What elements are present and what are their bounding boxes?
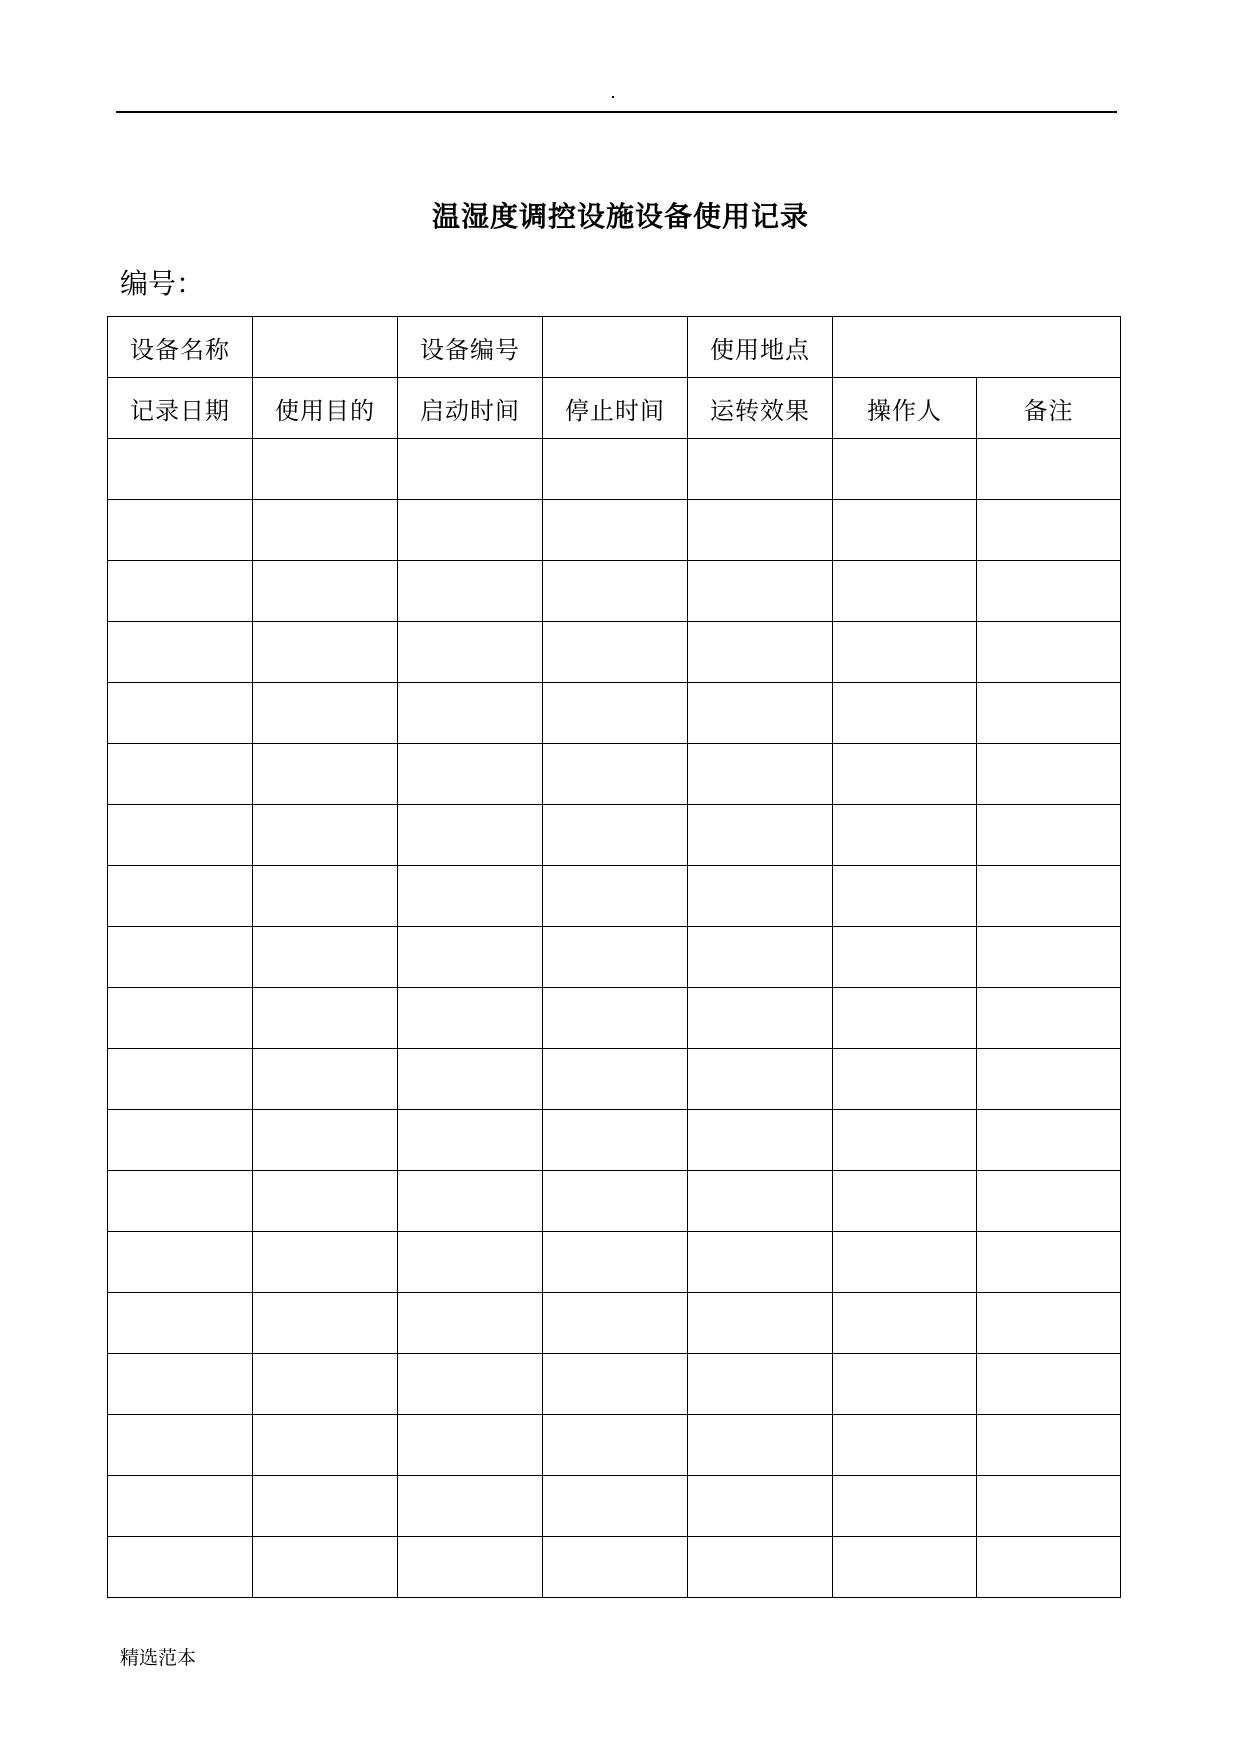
table-row [108,1537,1121,1598]
table-row [108,500,1121,561]
column-header-row [108,378,1121,439]
table-cell[interactable] [977,1415,1121,1476]
table-cell[interactable] [977,561,1121,622]
table-cell[interactable] [398,1293,543,1354]
table-cell[interactable] [398,988,543,1049]
table-cell[interactable] [833,866,977,927]
table-cell[interactable] [688,1049,833,1110]
table-cell[interactable] [977,866,1121,927]
table-cell[interactable] [977,1049,1121,1110]
table-cell[interactable] [833,1537,977,1598]
table-cell[interactable] [108,1476,253,1537]
table-cell[interactable] [543,1415,688,1476]
table-cell[interactable] [108,439,253,500]
table-cell[interactable] [977,1110,1121,1171]
device-number-field[interactable] [543,317,688,378]
table-cell[interactable] [398,1476,543,1537]
table-row [108,622,1121,683]
table-cell[interactable] [108,927,253,988]
table-cell[interactable] [108,744,253,805]
table-cell[interactable] [108,805,253,866]
table-cell[interactable] [833,1232,977,1293]
table-cell[interactable] [398,744,543,805]
table-cell[interactable] [543,927,688,988]
table-cell[interactable] [253,439,398,500]
footer-text: 精选范本 [120,1647,197,1669]
table-cell[interactable] [108,500,253,561]
table-cell[interactable] [688,561,833,622]
table-cell[interactable] [543,805,688,866]
table-cell[interactable] [833,1476,977,1537]
table-cell[interactable] [543,1049,688,1110]
table-cell[interactable] [688,866,833,927]
location-field[interactable] [833,317,1121,378]
table-cell[interactable] [108,1354,253,1415]
table-cell[interactable] [833,1293,977,1354]
column-header: 备注 [977,378,1121,439]
table-cell[interactable] [977,744,1121,805]
table-cell[interactable] [977,439,1121,500]
table-cell[interactable] [833,1171,977,1232]
table-row [108,1476,1121,1537]
table-cell[interactable] [108,988,253,1049]
table-cell[interactable] [833,805,977,866]
table-cell[interactable] [253,1537,398,1598]
table-row [108,439,1121,500]
table-cell[interactable] [253,866,398,927]
table-cell[interactable] [253,744,398,805]
table-cell[interactable] [108,1110,253,1171]
table-cell[interactable] [543,561,688,622]
number-label: 编号： [120,267,205,300]
table-cell[interactable] [977,927,1121,988]
table-cell[interactable] [253,1476,398,1537]
table-cell[interactable] [398,439,543,500]
table-cell[interactable] [833,500,977,561]
table-cell[interactable] [543,866,688,927]
table-cell[interactable] [398,1415,543,1476]
column-header: 操作人 [833,378,977,439]
location-label: 使用地点 [688,317,833,378]
device-name-label: 设备名称 [108,317,253,378]
table-cell[interactable] [253,1415,398,1476]
table-row [108,1415,1121,1476]
table-cell[interactable] [688,683,833,744]
table-cell[interactable] [688,927,833,988]
table-cell[interactable] [398,622,543,683]
table-row [108,988,1121,1049]
table-cell[interactable] [977,988,1121,1049]
header-rule [116,111,1117,113]
table-cell[interactable] [253,622,398,683]
table-cell[interactable] [398,1049,543,1110]
table-cell[interactable] [398,927,543,988]
table-cell[interactable] [833,561,977,622]
table-row [108,1110,1121,1171]
column-header: 运转效果 [688,378,833,439]
table-cell[interactable] [977,1171,1121,1232]
table-cell[interactable] [108,683,253,744]
table-cell[interactable] [398,866,543,927]
table-cell[interactable] [833,1049,977,1110]
table-cell[interactable] [253,1232,398,1293]
table-row [108,1232,1121,1293]
table-cell[interactable] [833,1110,977,1171]
table-row [108,744,1121,805]
table-cell[interactable] [833,927,977,988]
table-row [108,805,1121,866]
info-row [108,317,1121,378]
table-cell[interactable] [543,1232,688,1293]
table-cell[interactable] [977,1476,1121,1537]
table-cell[interactable] [108,1293,253,1354]
table-cell[interactable] [543,1354,688,1415]
table-cell[interactable] [253,927,398,988]
table-cell[interactable] [108,1232,253,1293]
table-cell[interactable] [688,500,833,561]
table-row [108,1049,1121,1110]
table-cell[interactable] [398,1354,543,1415]
table-cell[interactable] [253,1354,398,1415]
table-cell[interactable] [108,561,253,622]
table-cell[interactable] [688,1293,833,1354]
table-cell[interactable] [833,683,977,744]
table-cell[interactable] [977,500,1121,561]
header-dot [612,96,614,98]
table-cell[interactable] [398,561,543,622]
table-cell[interactable] [977,1354,1121,1415]
table-cell[interactable] [688,1415,833,1476]
table-cell[interactable] [398,683,543,744]
table-cell[interactable] [253,1293,398,1354]
table-cell[interactable] [977,1537,1121,1598]
table-cell[interactable] [543,439,688,500]
table-cell[interactable] [543,744,688,805]
table-cell[interactable] [688,1354,833,1415]
table-cell[interactable] [688,805,833,866]
table-cell[interactable] [253,805,398,866]
table-cell[interactable] [108,1049,253,1110]
table-cell[interactable] [688,744,833,805]
table-cell[interactable] [977,622,1121,683]
table-cell[interactable] [977,805,1121,866]
table-row [108,561,1121,622]
column-header: 使用目的 [253,378,398,439]
table-cell[interactable] [543,622,688,683]
table-cell[interactable] [253,1049,398,1110]
table-cell[interactable] [398,1537,543,1598]
column-header: 记录日期 [108,378,253,439]
table-cell[interactable] [688,1232,833,1293]
table-cell[interactable] [688,622,833,683]
table-cell[interactable] [253,1171,398,1232]
page-title: 温湿度调控设施设备使用记录 [431,200,809,233]
table-cell[interactable] [688,1171,833,1232]
table-cell[interactable] [833,988,977,1049]
table-cell[interactable] [398,1232,543,1293]
table-cell[interactable] [688,1110,833,1171]
device-name-field[interactable] [253,317,398,378]
table-cell[interactable] [253,988,398,1049]
table-cell[interactable] [108,1415,253,1476]
column-header: 启动时间 [398,378,543,439]
table-cell[interactable] [688,1476,833,1537]
device-number-label: 设备编号 [398,317,543,378]
table-cell[interactable] [977,683,1121,744]
table-cell[interactable] [398,500,543,561]
table-cell[interactable] [688,439,833,500]
table-row [108,1354,1121,1415]
table-cell[interactable] [543,1537,688,1598]
table-cell[interactable] [253,561,398,622]
table-row [108,1171,1121,1232]
table-cell[interactable] [108,1171,253,1232]
table-cell[interactable] [977,1232,1121,1293]
table-cell[interactable] [543,1110,688,1171]
table-cell[interactable] [398,805,543,866]
table-cell[interactable] [543,1476,688,1537]
table-cell[interactable] [543,500,688,561]
table-cell[interactable] [108,1537,253,1598]
table-cell[interactable] [543,1293,688,1354]
table-cell[interactable] [833,744,977,805]
table-cell[interactable] [253,683,398,744]
table-cell[interactable] [253,1110,398,1171]
table-cell[interactable] [833,1415,977,1476]
table-cell[interactable] [108,622,253,683]
table-cell[interactable] [833,622,977,683]
table-row [108,683,1121,744]
table-cell[interactable] [833,1354,977,1415]
table-cell[interactable] [833,439,977,500]
table-cell[interactable] [398,1171,543,1232]
table-cell[interactable] [688,1537,833,1598]
column-header: 停止时间 [543,378,688,439]
usage-record-table [107,316,1121,1598]
table-cell[interactable] [543,1171,688,1232]
table-cell[interactable] [543,988,688,1049]
table-row [108,866,1121,927]
table-cell[interactable] [398,1110,543,1171]
table-row [108,927,1121,988]
table-row [108,1293,1121,1354]
table-cell[interactable] [543,683,688,744]
table-cell[interactable] [977,1293,1121,1354]
table-cell[interactable] [688,988,833,1049]
table-cell[interactable] [108,866,253,927]
table-cell[interactable] [253,500,398,561]
